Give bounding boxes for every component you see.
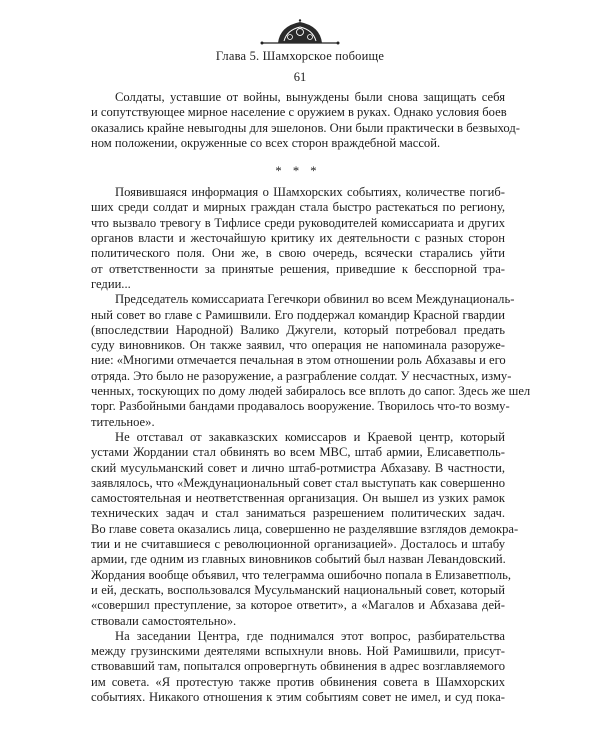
text-line: политического поля. Они же, в свою очередь, всячески старались уйти bbox=[91, 246, 505, 261]
text-line: «совершил преступление, за которое ответит», а «Магалов и Абхазава дей- bbox=[91, 598, 505, 613]
text-line: Во главе совета оказались лица, совершенно не разделявшие взглядов демокра- bbox=[91, 521, 519, 536]
text-line: ский мусульманский совет и лично штаб-ротмистра Абхазаву. В частности, bbox=[91, 460, 505, 475]
text-line: и сопутствующее мирное население с оружием в руках. Однако условия боев bbox=[91, 105, 507, 120]
text-line: гедии... bbox=[91, 276, 131, 291]
text-line: от ответственности за принятые решения, приведшие к бесспорной тра- bbox=[91, 261, 505, 276]
text-line: Председатель комиссариата Гегечкори обвинил во всем Междунациональ- bbox=[115, 292, 515, 307]
text-line: ченных, тоскующих по дому людей забиралось все вплоть до сапог. Здесь же шел bbox=[91, 384, 531, 399]
text-line: что вызвало тревогу в Тифлисе среди руководителей комиссариата и других bbox=[91, 215, 505, 230]
text-line: отряда. Это было не разоружение, а разграбление солдат. У несчастных, изму- bbox=[91, 368, 512, 383]
text-line: На заседании Центра, где поднимался этот вопрос, разбирательства bbox=[115, 628, 505, 643]
text-line: ние: «Многими отмечается печальная в этом отношении роль Абхазавы и его bbox=[91, 353, 506, 368]
text-line: технических задач и стал заниматься разрешением политических задач. bbox=[91, 506, 505, 521]
text-line: армии, где одним из главных виновников событий был назван Левандовский. bbox=[91, 552, 506, 567]
text-line: ный совет во главе с Рамишвили. Его поддержал командир Красной гвардии bbox=[91, 307, 505, 322]
text-line: тии и не считавшиеся с революционной организацией». Досталось и штабу bbox=[91, 537, 505, 552]
main-section bbox=[91, 185, 531, 705]
text-line: ших среди солдат и мирных граждан стала быстро растекаться по региону, bbox=[91, 200, 505, 215]
paragraph bbox=[91, 429, 519, 629]
section-separator: * * * bbox=[275, 164, 321, 179]
page-number: 61 bbox=[293, 70, 307, 84]
text-line: устами Жордании стал обвинять во всем МВС, штаб армии, Елисаветполь- bbox=[91, 445, 505, 460]
text-line: и ей, дескать, воспользовался Мусульманский национальный совет, который bbox=[91, 582, 505, 597]
opening-section bbox=[91, 90, 520, 151]
text-line: ствовавший там, попытался опровергнуть обвинения в адрес возглавляемого bbox=[91, 659, 505, 674]
text-line: оказались крайне невыгодны для эшелонов. Они были практически в безвыход- bbox=[91, 120, 520, 135]
chapter-ornament bbox=[260, 18, 340, 48]
body-text bbox=[91, 90, 531, 705]
text-line: между грузинскими деятелями вспыхнули вновь. Ной Рамишвили, присут- bbox=[91, 644, 505, 659]
text-line: Не отставал от закавказских комиссаров и Краевой центр, который bbox=[115, 429, 505, 444]
paragraph bbox=[91, 629, 505, 705]
text-line: торг. Разбойными бандами продавалось вооружение. Творилось что-то возму- bbox=[91, 399, 510, 414]
text-line: суду виновников. Он также заявил, что операция не напоминала разоруже- bbox=[91, 338, 505, 353]
text-line: самостоятельная и неответственная организация. Он вышел из узких рамок bbox=[91, 491, 505, 506]
text-line: ном положении, окруженные со всех сторон враждебной массой. bbox=[91, 135, 441, 150]
text-line: (впоследствии Народной) Валико Джугели, который потребовал предать bbox=[91, 322, 505, 337]
text-line: Жордания вообще объявил, что телеграмма ошибочно попала в Елизаветполь, bbox=[91, 567, 511, 582]
text-line: ствовали самостоятельно». bbox=[91, 613, 237, 628]
paragraph bbox=[91, 185, 505, 292]
paragraph bbox=[91, 292, 531, 430]
text-line: им совета. «Я протестую также против обвинения совета в Шамхорских bbox=[91, 674, 505, 689]
text-line: органов власти и жесточайшую критику их деятельности с разных сторон bbox=[91, 231, 505, 246]
text-line: событиях. Никакого отношения к этим событиям совет не имел, и суд пока- bbox=[91, 689, 505, 704]
text-line: тительное». bbox=[91, 414, 155, 429]
text-line: Солдаты, уставшие от войны, вынуждены были снова защищать себя bbox=[115, 90, 505, 104]
text-line: заявлялось, что «Междунациональный совет стал выступать как совершенно bbox=[91, 475, 505, 490]
text-line: Появившаяся информация о Шамхорских событиях, количестве погиб- bbox=[115, 185, 505, 200]
paragraph bbox=[91, 90, 520, 151]
chapter-title: Глава 5. Шамхорское побоище bbox=[215, 49, 385, 63]
